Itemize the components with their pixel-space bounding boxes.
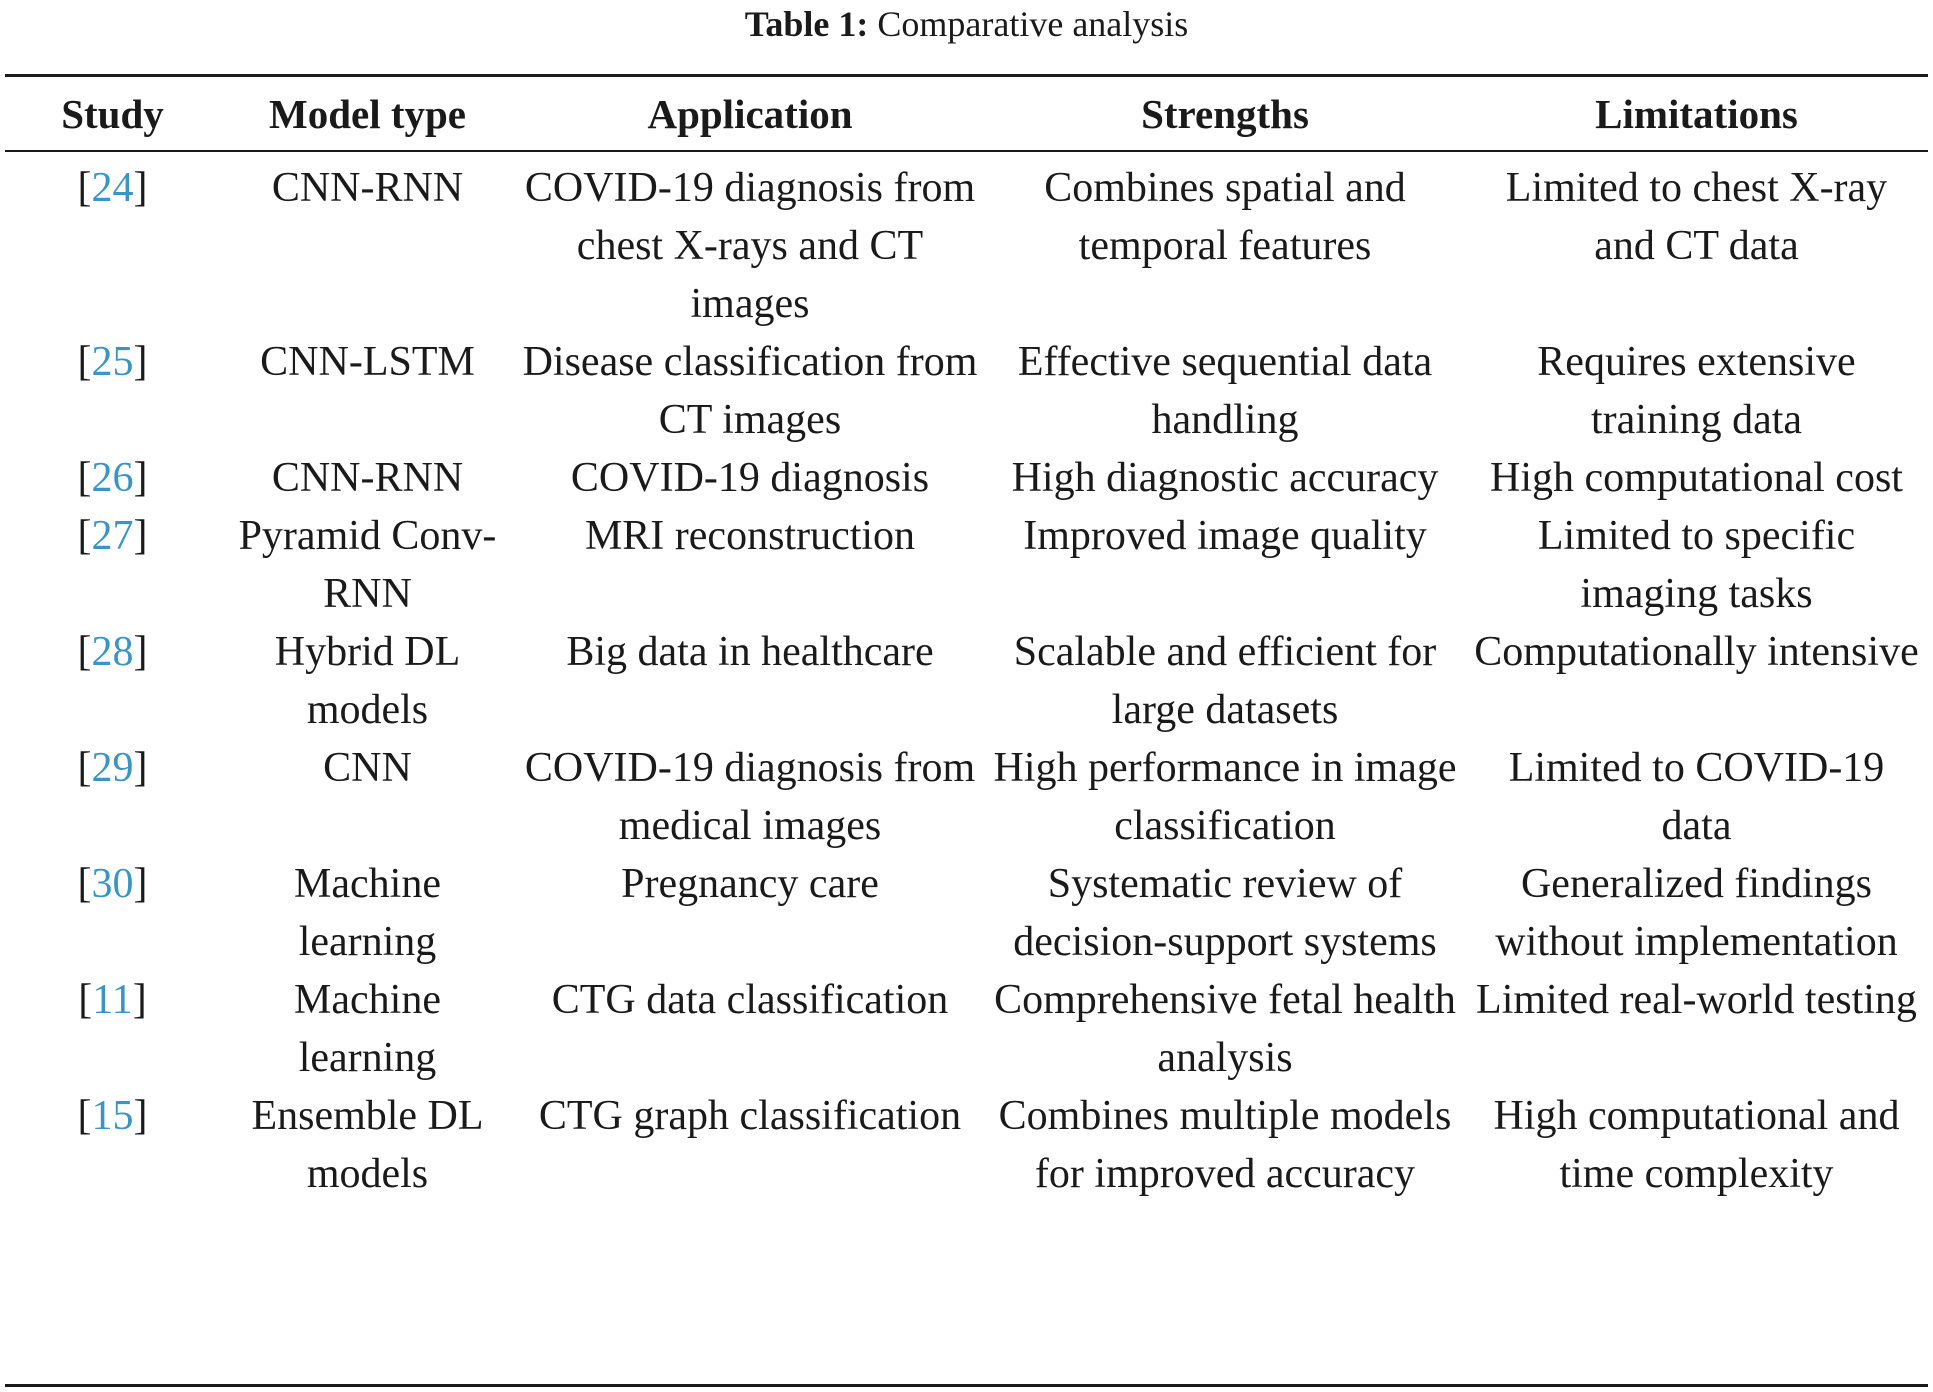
- limitations-cell: Limited to COVID-19 data: [1508, 745, 1885, 849]
- table-caption: [0, 0, 1933, 46]
- study-cell: [30]: [77, 861, 148, 907]
- citation-link[interactable]: 24: [91, 165, 134, 211]
- limitations-cell: High computational and time complexity: [1493, 1093, 1900, 1197]
- table-row: [5, 971, 1928, 1087]
- header-model-type: Model type: [269, 90, 466, 137]
- citation-link[interactable]: 29: [91, 745, 134, 791]
- strengths-cell: High diagnostic accuracy: [1011, 455, 1439, 501]
- model-type-cell: Hybrid DL models: [274, 629, 461, 733]
- citation-link[interactable]: 27: [91, 513, 134, 559]
- model-type-cell: CNN: [323, 745, 412, 791]
- table-header-row: [5, 77, 1928, 150]
- table-row: [5, 507, 1928, 623]
- header-study: Study: [61, 90, 164, 137]
- citation-link[interactable]: 11: [92, 977, 133, 1023]
- limitations-cell: Limited real-world testing: [1476, 977, 1917, 1023]
- table-row: [5, 855, 1928, 971]
- study-cell: [11]: [78, 977, 147, 1023]
- table-row: [5, 1087, 1928, 1203]
- strengths-cell: Improved image quality: [1023, 513, 1427, 559]
- table-row: [5, 150, 1928, 333]
- table-row: [5, 449, 1928, 507]
- limitations-cell: High computational cost: [1490, 455, 1903, 501]
- model-type-cell: Pyramid Conv-RNN: [238, 513, 497, 617]
- limitations-cell: Computationally intensive: [1474, 629, 1919, 675]
- citation-link[interactable]: 26: [91, 455, 134, 501]
- citation-link[interactable]: 28: [91, 629, 134, 675]
- strengths-cell: Combines spatial and temporal features: [1044, 165, 1406, 269]
- strengths-cell: Systematic review of decision-support systems: [1013, 861, 1437, 965]
- limitations-cell: Requires extensive training data: [1537, 339, 1856, 443]
- table-row: [5, 333, 1928, 449]
- model-type-cell: CNN-RNN: [271, 165, 464, 211]
- study-cell: [28]: [77, 629, 148, 675]
- table-row: [5, 623, 1928, 739]
- application-cell: CTG graph classification: [538, 1093, 962, 1139]
- citation-link[interactable]: 25: [91, 339, 134, 385]
- header-application: Application: [647, 90, 853, 137]
- application-cell: MRI reconstruction: [584, 513, 916, 559]
- model-type-cell: Machine learning: [294, 977, 441, 1081]
- study-cell: [24]: [77, 165, 148, 211]
- table-row: [5, 739, 1928, 855]
- table-caption-text: Comparative analysis: [868, 4, 1189, 44]
- study-cell: [25]: [77, 339, 148, 385]
- model-type-cell: CNN-RNN: [271, 455, 464, 501]
- application-cell: COVID-19 diagnosis: [570, 455, 930, 501]
- table-bottom-rule: [5, 1384, 1928, 1387]
- header-strengths: Strengths: [1141, 90, 1309, 137]
- header-limitations: Limitations: [1595, 90, 1798, 137]
- application-cell: Disease classification from CT images: [522, 339, 978, 443]
- limitations-cell: Limited to chest X-ray and CT data: [1505, 165, 1888, 269]
- application-cell: CTG data classification: [551, 977, 949, 1023]
- study-cell: [27]: [77, 513, 148, 559]
- model-type-cell: CNN-LSTM: [260, 339, 475, 385]
- comparative-analysis-table: [5, 77, 1928, 1203]
- study-cell: [29]: [77, 745, 148, 791]
- application-cell: Pregnancy care: [621, 861, 879, 907]
- model-type-cell: Machine learning: [294, 861, 441, 965]
- strengths-cell: Effective sequential data handling: [1017, 339, 1433, 443]
- strengths-cell: Scalable and efficient for large datasets: [1013, 629, 1437, 733]
- study-cell: [26]: [77, 455, 148, 501]
- application-cell: COVID-19 diagnosis from chest X-rays and CT images: [524, 165, 976, 327]
- model-type-cell: Ensemble DL models: [251, 1093, 484, 1197]
- application-cell: COVID-19 diagnosis from medical images: [524, 745, 976, 849]
- study-cell: [15]: [77, 1093, 148, 1139]
- application-cell: Big data in healthcare: [566, 629, 934, 675]
- strengths-cell: Combines multiple models for improved accuracy: [998, 1093, 1452, 1197]
- citation-link[interactable]: 30: [91, 861, 134, 907]
- table-caption-label: Table 1:: [744, 4, 869, 44]
- limitations-cell: Limited to specific imaging tasks: [1537, 513, 1856, 617]
- citation-link[interactable]: 15: [91, 1093, 134, 1139]
- strengths-cell: High performance in image classification: [993, 745, 1457, 849]
- strengths-cell: Comprehensive fetal health analysis: [994, 977, 1456, 1081]
- limitations-cell: Generalized findings without implementation: [1495, 861, 1898, 965]
